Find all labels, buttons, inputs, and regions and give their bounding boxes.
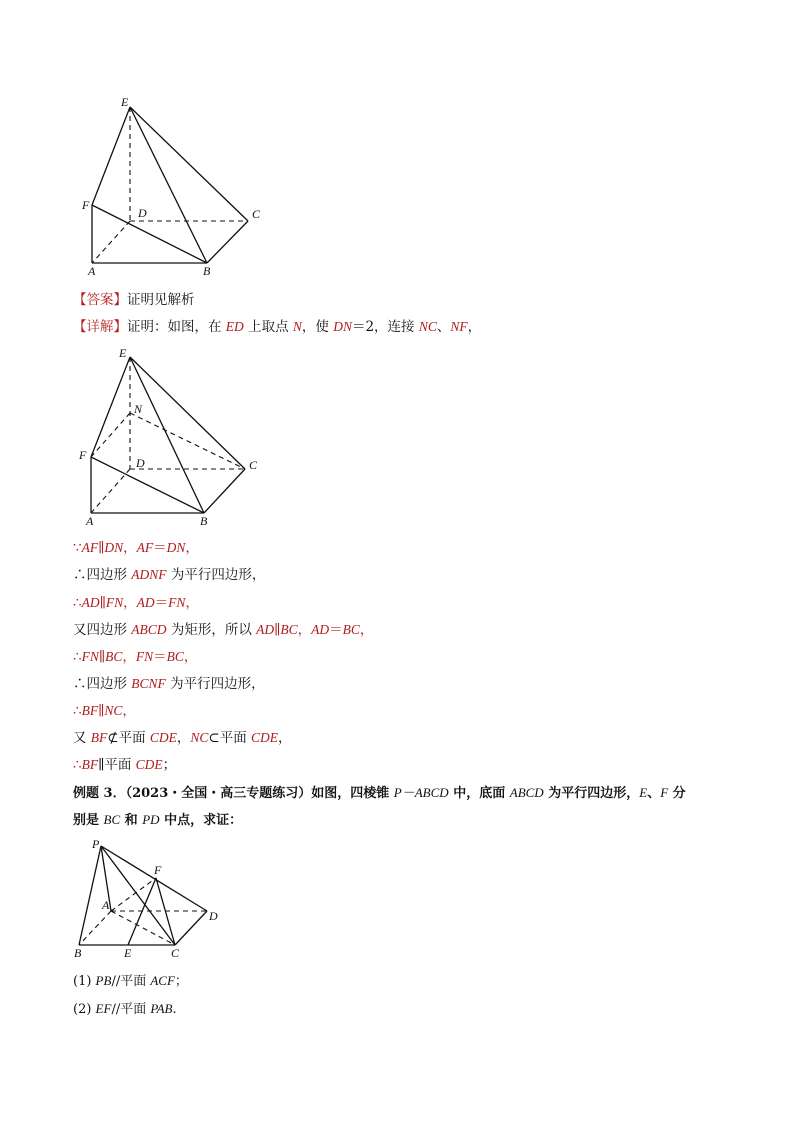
math-var: PD bbox=[142, 812, 160, 827]
proof-text: ， bbox=[185, 595, 199, 611]
proof-text: ∴ bbox=[73, 649, 82, 665]
edge-EC bbox=[130, 357, 245, 469]
question-number: (2) bbox=[73, 1002, 96, 1017]
edge-EB bbox=[130, 357, 204, 513]
edge-EF bbox=[92, 107, 130, 205]
label-E: E bbox=[124, 946, 132, 960]
edge-EB bbox=[130, 107, 207, 263]
example-text: 中点，求证： bbox=[159, 813, 243, 828]
proof-text: ＝ bbox=[153, 540, 167, 556]
proof-text: ∴ bbox=[73, 757, 82, 773]
figure-1 bbox=[80, 92, 270, 282]
detail-tag: 【详解】 bbox=[73, 319, 127, 335]
math-var: ABCD bbox=[509, 785, 544, 800]
proof-text: ∥ bbox=[98, 540, 105, 556]
proof-text: 又四边形 bbox=[73, 622, 132, 638]
proof-text: ∴ bbox=[73, 703, 82, 719]
question-2 bbox=[73, 1000, 177, 1019]
proof-text: ， bbox=[297, 622, 312, 638]
math-var: FN bbox=[168, 595, 186, 610]
math-var: BC bbox=[342, 622, 360, 637]
math-var: BC bbox=[103, 812, 121, 827]
detail-text: ＝2，连接 bbox=[351, 319, 419, 335]
math-var: P－ABCD bbox=[393, 785, 449, 800]
detail-line bbox=[73, 318, 481, 336]
proof-text: ∴ bbox=[73, 595, 82, 611]
math-var: AF bbox=[81, 540, 99, 555]
edge-PB bbox=[79, 846, 101, 945]
figure-3 bbox=[70, 832, 230, 964]
label-D: D bbox=[136, 456, 145, 470]
math-var: FN bbox=[81, 649, 99, 664]
proof-text: ∴四边形 bbox=[73, 676, 132, 692]
label-A: A bbox=[102, 898, 110, 912]
label-D: D bbox=[138, 206, 147, 220]
question-number: (1) bbox=[73, 974, 96, 989]
math-var: BC bbox=[280, 622, 298, 637]
figure-2 bbox=[78, 342, 268, 532]
math-var: AD bbox=[136, 595, 155, 610]
math-var: PB bbox=[95, 973, 112, 988]
proof-text: ， bbox=[176, 730, 191, 746]
math-var: AD bbox=[311, 622, 330, 637]
edge-NF-hidden bbox=[91, 413, 130, 457]
label-C: C bbox=[171, 946, 180, 960]
example-text: 中，底面 bbox=[448, 786, 510, 801]
proof-text: ， bbox=[122, 703, 136, 719]
example-3-line-2 bbox=[73, 811, 242, 830]
proof-line-6 bbox=[73, 675, 265, 693]
proof-text: 为矩形，所以 bbox=[166, 622, 257, 638]
proof-text: ∵ bbox=[73, 540, 82, 556]
math-var: AD bbox=[81, 595, 100, 610]
math-var: NF bbox=[450, 319, 468, 334]
edge-FB bbox=[91, 457, 204, 513]
math-var: CDE bbox=[135, 757, 163, 772]
math-var: ABCD bbox=[131, 622, 167, 637]
proof-text: ； bbox=[162, 757, 177, 773]
proof-text: ＝ bbox=[329, 622, 343, 638]
math-var: EF bbox=[95, 1001, 112, 1016]
proof-text: ∴四边形 bbox=[73, 567, 132, 583]
edge-FB bbox=[92, 205, 207, 263]
math-var: F bbox=[660, 785, 669, 800]
example-text: 为平行四边形， bbox=[543, 786, 640, 801]
answer-line bbox=[73, 291, 195, 309]
label-F: F bbox=[154, 863, 162, 877]
proof-text: 为平行四边形， bbox=[165, 676, 265, 692]
edge-PC bbox=[101, 846, 175, 945]
math-var: BC bbox=[105, 649, 123, 664]
label-A: A bbox=[86, 514, 94, 528]
edge-EF bbox=[91, 357, 130, 457]
example-text: 别是 bbox=[73, 813, 104, 828]
edge-AB-hidden bbox=[79, 911, 111, 945]
proof-line-5 bbox=[73, 648, 197, 666]
edge-NC-hidden bbox=[130, 413, 245, 469]
edge-EC bbox=[130, 107, 248, 221]
math-var: ED bbox=[225, 319, 244, 334]
proof-text: ∥ bbox=[99, 595, 106, 611]
math-var: BCNF bbox=[131, 676, 166, 691]
edge-BC bbox=[204, 469, 245, 513]
label-E: E bbox=[119, 346, 127, 360]
math-var: FN bbox=[135, 649, 154, 664]
proof-text: ∥ bbox=[274, 622, 281, 638]
detail-text: ，使 bbox=[301, 319, 334, 335]
math-var: CDE bbox=[149, 730, 177, 745]
label-P: P bbox=[92, 837, 100, 851]
detail-text: ， bbox=[467, 319, 482, 335]
example-text: 分 bbox=[668, 786, 686, 801]
edge-BC bbox=[207, 221, 248, 263]
math-var: NC bbox=[418, 319, 437, 334]
math-var: PAB bbox=[150, 1001, 173, 1016]
label-F: F bbox=[82, 198, 90, 212]
question-text: //平面 bbox=[111, 974, 151, 989]
proof-text: ， bbox=[123, 540, 137, 556]
proof-text: ， bbox=[183, 649, 198, 665]
label-B: B bbox=[203, 264, 211, 278]
label-C: C bbox=[252, 207, 261, 221]
proof-text: ⊂平面 bbox=[208, 730, 252, 746]
proof-text: ∥平面 bbox=[98, 757, 136, 773]
example-3-line-1 bbox=[73, 784, 686, 803]
proof-line-2 bbox=[73, 566, 265, 584]
proof-line-9 bbox=[73, 756, 176, 774]
proof-text: ， bbox=[122, 649, 136, 665]
example-text: 、 bbox=[647, 786, 661, 801]
edge-CD bbox=[175, 911, 207, 945]
math-var: NC bbox=[104, 703, 123, 718]
proof-line-4 bbox=[73, 621, 373, 639]
math-var: NC bbox=[190, 730, 209, 745]
math-var: DN bbox=[333, 319, 352, 334]
label-B: B bbox=[74, 946, 82, 960]
proof-line-8 bbox=[73, 729, 292, 747]
example-number: 例题 3． bbox=[73, 786, 126, 801]
edge-DA-hidden bbox=[92, 221, 130, 263]
label-A: A bbox=[88, 264, 96, 278]
label-D: D bbox=[209, 909, 218, 923]
math-var: ACF bbox=[150, 973, 175, 988]
edge-AC-hidden bbox=[111, 911, 175, 945]
math-var: DN bbox=[166, 540, 186, 555]
proof-text: ， bbox=[359, 622, 374, 638]
label-E: E bbox=[121, 95, 129, 109]
answer-tag: 【答案】 bbox=[73, 292, 127, 308]
question-text: . bbox=[172, 1002, 177, 1017]
proof-text: ∥ bbox=[98, 703, 105, 719]
math-var: AD bbox=[256, 622, 275, 637]
edge-DA-hidden bbox=[91, 469, 130, 513]
proof-line-3 bbox=[73, 594, 199, 612]
proof-text: ＝ bbox=[153, 649, 167, 665]
question-1 bbox=[73, 972, 188, 991]
math-var: BF bbox=[90, 730, 108, 745]
detail-text: 、 bbox=[436, 319, 451, 335]
proof-line-1 bbox=[73, 539, 199, 557]
label-N: N bbox=[134, 402, 143, 416]
proof-text: ， bbox=[123, 595, 137, 611]
label-C: C bbox=[249, 458, 258, 472]
math-var: DN bbox=[104, 540, 124, 555]
proof-text: ， bbox=[185, 540, 199, 556]
math-var: AF bbox=[136, 540, 154, 555]
math-var: BF bbox=[81, 757, 99, 772]
proof-text: 为平行四边形， bbox=[166, 567, 266, 583]
math-var: CDE bbox=[251, 730, 279, 745]
proof-line-7 bbox=[73, 702, 136, 720]
math-var: BC bbox=[166, 649, 184, 664]
math-var: N bbox=[292, 319, 302, 334]
proof-text: ， bbox=[278, 730, 292, 746]
proof-text: ∥ bbox=[98, 649, 106, 665]
math-var: BF bbox=[81, 703, 99, 718]
question-text: ； bbox=[174, 974, 188, 989]
proof-text: 又 bbox=[73, 730, 91, 746]
proof-text: ⊄平面 bbox=[107, 730, 150, 746]
question-text: //平面 bbox=[111, 1002, 151, 1017]
example-text: 和 bbox=[120, 813, 143, 828]
proof-text: ＝ bbox=[154, 595, 169, 611]
math-var: E bbox=[639, 785, 648, 800]
detail-text: 上取点 bbox=[243, 319, 293, 335]
math-var: ADNF bbox=[131, 567, 167, 582]
label-F: F bbox=[79, 448, 87, 462]
example-text: （2023・全国・高三专题练习）如图，四棱锥 bbox=[125, 786, 394, 801]
detail-text: 证明：如图，在 bbox=[127, 319, 226, 335]
answer-text: 证明见解析 bbox=[127, 292, 195, 308]
math-var: FN bbox=[105, 595, 124, 610]
label-B: B bbox=[200, 514, 208, 528]
edge-PD bbox=[101, 846, 207, 911]
